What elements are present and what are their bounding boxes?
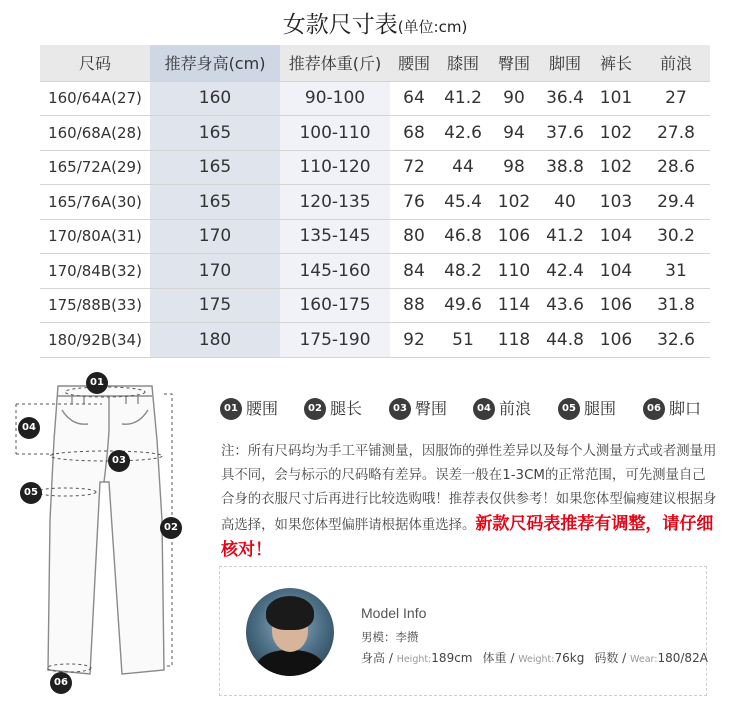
table-cell-hip: 110 — [488, 254, 540, 289]
table-cell-size: 170/80A(31) — [40, 219, 150, 254]
table-cell-length: 106 — [590, 288, 642, 323]
table-cell-front-rise: 31.8 — [642, 288, 710, 323]
table-cell-length: 102 — [590, 116, 642, 151]
table-cell-front-rise: 31 — [642, 254, 710, 289]
table-cell-hem: 42.4 — [540, 254, 590, 289]
model-weight: 体重 / Weight:76kg — [482, 651, 585, 665]
table-cell-hip: 106 — [488, 219, 540, 254]
table-cell-front-rise: 27 — [642, 81, 710, 116]
table-cell-knee: 44 — [438, 150, 488, 185]
table-cell-height: 165 — [150, 185, 280, 220]
legend-number-06-icon: 06 — [643, 398, 665, 420]
table-cell-hip: 118 — [488, 323, 540, 358]
table-cell-waist: 68 — [390, 116, 438, 151]
table-cell-weight: 90-100 — [280, 81, 390, 116]
page-title — [0, 6, 750, 39]
table-cell-front-rise: 32.6 — [642, 323, 710, 358]
table-row — [40, 81, 710, 116]
table-row — [40, 323, 710, 358]
table-cell-knee: 49.6 — [438, 288, 488, 323]
legend-label: 臀围 — [415, 398, 448, 418]
table-cell-weight: 160-175 — [280, 288, 390, 323]
legend-item-leg-length — [304, 396, 362, 420]
model-size: 码数 / Wear:180/82A — [594, 651, 708, 665]
table-cell-waist: 88 — [390, 288, 438, 323]
table-cell-weight: 145-160 — [280, 254, 390, 289]
table-cell-hem: 40 — [540, 185, 590, 220]
table-cell-waist: 76 — [390, 185, 438, 220]
legend-number-03-icon: 03 — [389, 398, 411, 420]
note-text: 注：所有尺码均为手工平铺测量，因服饰的弹性差异以及每个人测量方式或者测量用具不同，会与标示的尺码略有差异。误差一般在1-3CM的正常范围，可先测量自己合身的衣服尺寸后再进行比较选购哦！推荐表仅供参考！如果您体型偏瘦建议根据身高选择，如果您体型偏胖请根据体重选择。 — [221, 444, 717, 533]
header-length: 裤长 — [590, 45, 642, 81]
table-cell-length: 102 — [590, 150, 642, 185]
table-cell-knee: 46.8 — [438, 219, 488, 254]
table-cell-weight: 175-190 — [280, 323, 390, 358]
size-table — [40, 45, 710, 358]
marker-03-icon: 03 — [108, 450, 130, 472]
model-height: 身高 / Height:189cm — [361, 651, 473, 665]
legend-label: 前浪 — [499, 398, 532, 418]
legend-label: 腰围 — [246, 398, 279, 418]
table-cell-hem: 38.8 — [540, 150, 590, 185]
table-cell-waist: 84 — [390, 254, 438, 289]
table-cell-size: 180/92B(34) — [40, 323, 150, 358]
header-waist: 腰围 — [390, 45, 438, 81]
legend-item-front-rise — [473, 396, 531, 420]
marker-06-icon: 06 — [50, 672, 72, 694]
legend-number-02-icon: 02 — [304, 398, 326, 420]
table-cell-hem: 36.4 — [540, 81, 590, 116]
legend-label: 腿长 — [330, 398, 363, 418]
table-cell-size: 160/64A(27) — [40, 81, 150, 116]
table-cell-length: 104 — [590, 219, 642, 254]
marker-01-icon: 01 — [86, 372, 108, 394]
table-row — [40, 219, 710, 254]
table-cell-knee: 48.2 — [438, 254, 488, 289]
measurement-legend — [220, 396, 720, 420]
legend-number-01-icon: 01 — [220, 398, 242, 420]
legend-label: 脚口 — [669, 398, 702, 418]
legend-label: 腿围 — [584, 398, 617, 418]
table-cell-hip: 94 — [488, 116, 540, 151]
table-cell-hem: 43.6 — [540, 288, 590, 323]
table-cell-waist: 80 — [390, 219, 438, 254]
table-cell-height: 170 — [150, 254, 280, 289]
model-info-card — [219, 566, 707, 696]
marker-02-icon: 02 — [160, 517, 182, 539]
header-weight: 推荐体重(斤) — [280, 45, 390, 81]
table-cell-knee: 42.6 — [438, 116, 488, 151]
table-cell-length: 104 — [590, 254, 642, 289]
table-cell-hem: 41.2 — [540, 219, 590, 254]
table-cell-hem: 37.6 — [540, 116, 590, 151]
header-hem: 脚围 — [540, 45, 590, 81]
model-stats — [361, 649, 708, 666]
table-cell-front-rise: 28.6 — [642, 150, 710, 185]
model-info-title: Model Info — [361, 605, 427, 621]
measurement-note — [221, 440, 719, 564]
table-cell-hip: 102 — [488, 185, 540, 220]
legend-number-04-icon: 04 — [473, 398, 495, 420]
table-row — [40, 254, 710, 289]
table-cell-length: 103 — [590, 185, 642, 220]
table-cell-length: 101 — [590, 81, 642, 116]
marker-04-icon: 04 — [18, 417, 40, 439]
table-cell-weight: 100-110 — [280, 116, 390, 151]
table-row — [40, 116, 710, 151]
marker-05-icon: 05 — [20, 482, 42, 504]
table-cell-height: 170 — [150, 219, 280, 254]
table-cell-length: 106 — [590, 323, 642, 358]
table-cell-knee: 41.2 — [438, 81, 488, 116]
table-cell-waist: 72 — [390, 150, 438, 185]
table-row — [40, 288, 710, 323]
model-avatar — [246, 588, 334, 676]
model-name: 男模：李攒 — [361, 630, 419, 644]
size-table-header-row — [40, 45, 710, 81]
table-cell-knee: 51 — [438, 323, 488, 358]
table-cell-height: 175 — [150, 288, 280, 323]
pants-diagram — [14, 370, 196, 700]
table-cell-hip: 90 — [488, 81, 540, 116]
legend-number-05-icon: 05 — [558, 398, 580, 420]
table-cell-height: 180 — [150, 323, 280, 358]
table-cell-front-rise: 27.8 — [642, 116, 710, 151]
table-row — [40, 150, 710, 185]
table-cell-weight: 120-135 — [280, 185, 390, 220]
table-cell-weight: 135-145 — [280, 219, 390, 254]
table-cell-knee: 45.4 — [438, 185, 488, 220]
table-cell-front-rise: 30.2 — [642, 219, 710, 254]
table-cell-size: 165/72A(29) — [40, 150, 150, 185]
header-knee: 膝围 — [438, 45, 488, 81]
table-cell-size: 170/84B(32) — [40, 254, 150, 289]
table-cell-weight: 110-120 — [280, 150, 390, 185]
note-highlight: 新款尺码表推荐有调整，请仔细核对！ — [221, 514, 714, 560]
table-cell-height: 165 — [150, 150, 280, 185]
table-cell-hip: 98 — [488, 150, 540, 185]
table-cell-height: 160 — [150, 81, 280, 116]
header-height: 推荐身高(cm) — [150, 45, 280, 81]
legend-item-hip — [389, 396, 447, 420]
table-cell-size: 160/68A(28) — [40, 116, 150, 151]
title-unit: (单位:cm) — [397, 18, 468, 36]
header-size: 尺码 — [40, 45, 150, 81]
header-hip: 臀围 — [488, 45, 540, 81]
legend-item-thigh — [558, 396, 616, 420]
table-cell-waist: 92 — [390, 323, 438, 358]
table-cell-size: 165/76A(30) — [40, 185, 150, 220]
legend-item-waist — [220, 396, 278, 420]
table-cell-hem: 44.8 — [540, 323, 590, 358]
header-front-rise: 前浪 — [642, 45, 710, 81]
table-cell-height: 165 — [150, 116, 280, 151]
table-cell-waist: 64 — [390, 81, 438, 116]
table-cell-hip: 114 — [488, 288, 540, 323]
legend-item-hem — [643, 396, 701, 420]
table-cell-size: 175/88B(33) — [40, 288, 150, 323]
table-row — [40, 185, 710, 220]
title-main: 女款尺寸表 — [282, 12, 398, 38]
table-cell-front-rise: 29.4 — [642, 185, 710, 220]
